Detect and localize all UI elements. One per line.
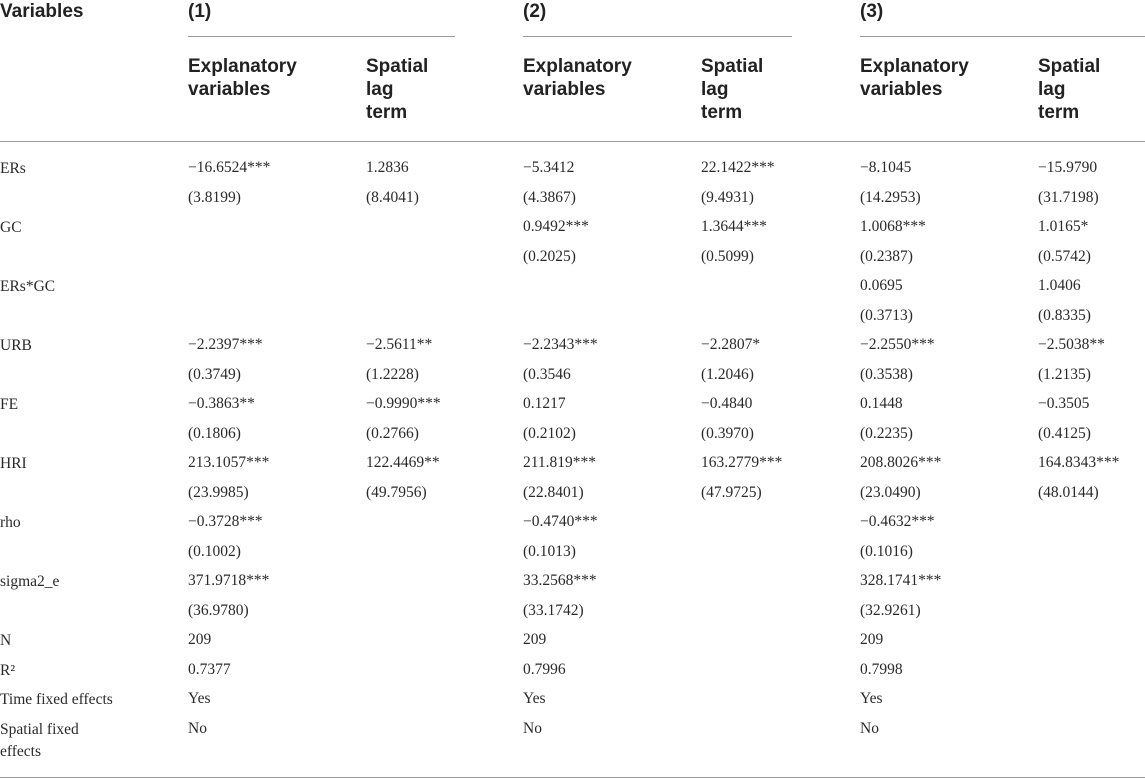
table-cell: 209 xyxy=(860,631,884,648)
table-cell: (32.9261) xyxy=(860,601,921,619)
table-cell: (48.0144) xyxy=(1038,483,1099,501)
subheader-explanatory-2: Explanatory variables xyxy=(523,56,632,100)
table-cell: 1.0165* xyxy=(1038,218,1089,235)
table-cell: (9.4931) xyxy=(701,188,754,206)
table-cell: 209 xyxy=(523,631,547,648)
row-label: GC xyxy=(0,219,22,236)
row-label: N xyxy=(0,632,12,649)
table-cell: (1.2046) xyxy=(701,365,754,383)
table-cell: (0.8335) xyxy=(1038,306,1091,324)
row-label: ERs*GC xyxy=(0,278,56,295)
table-cell: 213.1057*** xyxy=(188,454,270,471)
table-cell: −0.3728*** xyxy=(188,513,263,530)
table-cell: (0.2235) xyxy=(860,424,913,442)
table-cell: (0.5742) xyxy=(1038,247,1091,265)
table-cell: (0.3970) xyxy=(701,424,754,442)
table-cell: (23.9985) xyxy=(188,483,249,501)
table-cell: (36.9780) xyxy=(188,601,249,619)
table-cell: 0.9492*** xyxy=(523,218,589,235)
table-cell: (3.8199) xyxy=(188,188,241,206)
table-cell: Yes xyxy=(860,690,883,707)
table-cell: (31.7198) xyxy=(1038,188,1099,206)
table-cell: −16.6524*** xyxy=(188,159,271,176)
table-cell: No xyxy=(860,719,879,737)
model-3-header: (3) xyxy=(860,1,884,22)
table-cell: (1.2135) xyxy=(1038,365,1091,383)
table-cell: (47.9725) xyxy=(701,483,762,501)
table-cell: (0.2766) xyxy=(366,424,419,442)
table-cell: 328.1741*** xyxy=(860,572,942,589)
table-cell: 0.0695 xyxy=(860,277,903,294)
table-cell: 1.3644*** xyxy=(701,218,767,235)
model-3-underline xyxy=(860,36,1145,37)
subheader-spatial-1: Spatial lag term xyxy=(366,56,429,123)
table-cell: (0.2025) xyxy=(523,247,576,265)
table-cell: 122.4469** xyxy=(366,454,440,471)
table-cell: −2.5611** xyxy=(366,336,433,353)
table-cell: 1.2836 xyxy=(366,159,409,176)
table-cell: (8.4041) xyxy=(366,188,419,206)
table-cell: 33.2568*** xyxy=(523,572,597,589)
table-cell: No xyxy=(188,719,207,737)
table-cell: −8.1045 xyxy=(860,159,912,176)
subheader-spatial-2: Spatial lag term xyxy=(701,56,764,123)
table-cell: (0.2102) xyxy=(523,424,576,442)
model-2-underline xyxy=(523,36,792,37)
row-label: R² xyxy=(0,661,15,679)
table-cell: (49.7956) xyxy=(366,483,427,501)
subheader-explanatory-3: Explanatory variables xyxy=(860,56,969,100)
table-cell: (22.8401) xyxy=(523,483,584,501)
model-2-header: (2) xyxy=(523,1,547,22)
table-cell: −2.2343*** xyxy=(523,336,598,353)
table-cell: 0.1217 xyxy=(523,395,566,412)
table-cell: −0.4740*** xyxy=(523,513,598,530)
table-cell: 22.1422*** xyxy=(701,159,775,176)
table-cell: −2.2550*** xyxy=(860,336,935,353)
table-cell: (14.2953) xyxy=(860,188,921,206)
table-cell: (0.3713) xyxy=(860,306,913,324)
table-cell: 208.8026*** xyxy=(860,454,942,471)
row-label: FE xyxy=(0,396,19,413)
table-cell: (0.5099) xyxy=(701,247,754,265)
table-cell: −2.2397*** xyxy=(188,336,263,353)
table-cell: 209 xyxy=(188,631,212,648)
row-label: URB xyxy=(0,337,32,354)
row-label: rho xyxy=(0,514,21,531)
table-cell: −0.4840 xyxy=(701,395,753,412)
subheader-explanatory-1: Explanatory variables xyxy=(188,56,297,100)
header-divider xyxy=(0,141,1145,142)
table-cell: −0.4632*** xyxy=(860,513,935,530)
table-cell: Yes xyxy=(188,690,211,707)
table-cell: 1.0406 xyxy=(1038,277,1081,294)
model-1-header: (1) xyxy=(188,1,212,22)
table-cell: (4.3867) xyxy=(523,188,576,206)
table-cell: (0.1016) xyxy=(860,542,913,560)
table-cell: 164.8343*** xyxy=(1038,454,1120,471)
table-cell: 0.7998 xyxy=(860,660,903,678)
subheader-spatial-3: Spatial lag term xyxy=(1038,56,1101,123)
model-1-underline xyxy=(188,36,455,37)
table-cell: No xyxy=(523,719,542,737)
table-cell: −0.3863** xyxy=(188,395,255,412)
table-cell: (33.1742) xyxy=(523,601,584,619)
table-cell: 163.2779*** xyxy=(701,454,783,471)
row-label: ERs xyxy=(0,160,26,177)
row-label: HRI xyxy=(0,455,27,472)
row-label: sigma2_e xyxy=(0,573,60,590)
table-cell: (0.2387) xyxy=(860,247,913,265)
table-cell: 211.819*** xyxy=(523,454,597,471)
table-bottom-rule xyxy=(0,777,1145,778)
table-cell: (23.0490) xyxy=(860,483,921,501)
table-cell: 0.7377 xyxy=(188,660,231,678)
table-cell: (0.1013) xyxy=(523,542,576,560)
table-cell: (0.1002) xyxy=(188,542,241,560)
table-cell: 371.9718*** xyxy=(188,572,270,589)
table-cell: (0.4125) xyxy=(1038,424,1091,442)
table-cell: (0.1806) xyxy=(188,424,241,442)
table-cell: (0.3749) xyxy=(188,365,241,383)
table-cell: (0.3538) xyxy=(860,365,913,383)
table-cell: 0.7996 xyxy=(523,660,566,678)
table-cell: 1.0068*** xyxy=(860,218,926,235)
row-label: Spatial fixed effects xyxy=(0,720,79,760)
variables-header: Variables xyxy=(0,1,84,22)
table-cell: −5.3412 xyxy=(523,159,575,176)
table-cell: Yes xyxy=(523,690,546,707)
table-cell: (0.3546 xyxy=(523,365,571,383)
table-cell: −2.5038** xyxy=(1038,336,1105,353)
table-cell: −0.3505 xyxy=(1038,395,1090,412)
table-cell: 0.1448 xyxy=(860,395,903,412)
table-cell: −15.9790 xyxy=(1038,159,1098,176)
table-cell: −0.9990*** xyxy=(366,395,441,412)
table-cell: −2.2807* xyxy=(701,336,761,353)
table-cell: (1.2228) xyxy=(366,365,419,383)
row-label: Time fixed effects xyxy=(0,691,113,708)
